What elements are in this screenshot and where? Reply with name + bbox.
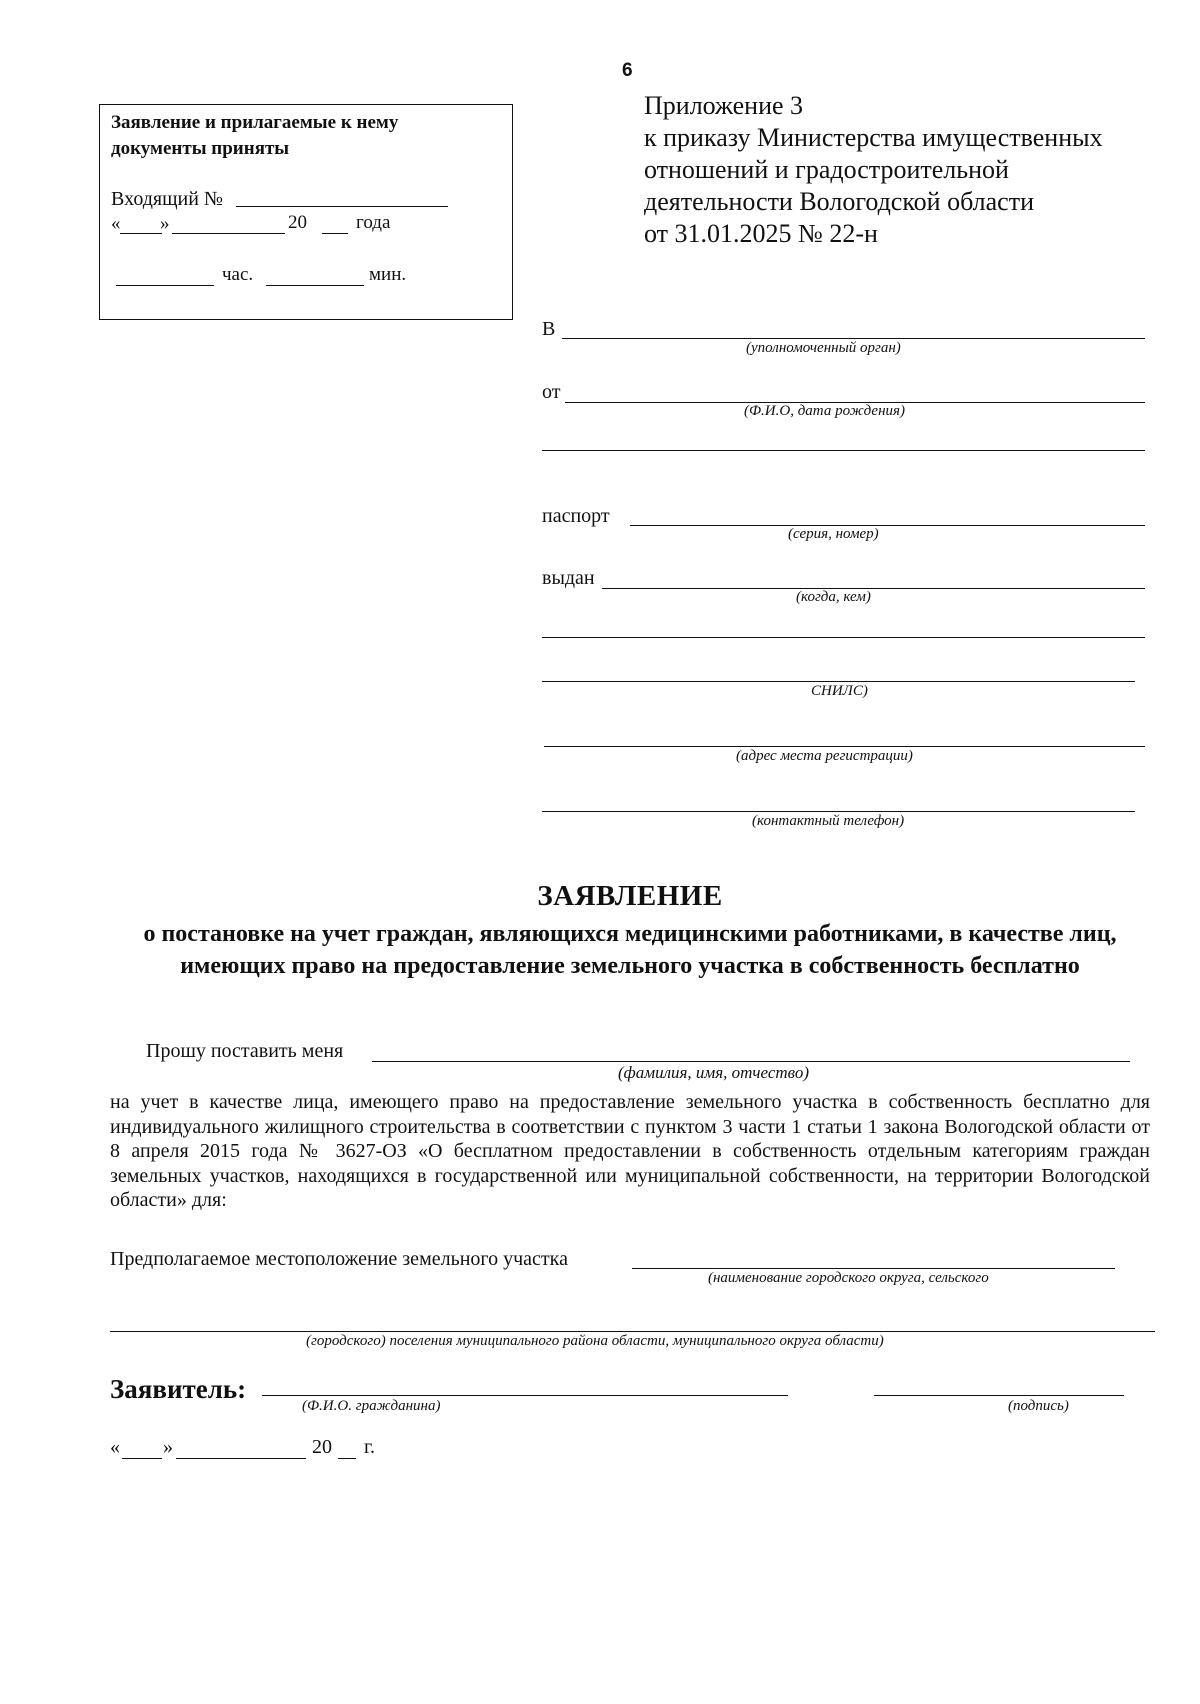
applicant-year-field[interactable] — [338, 1458, 356, 1459]
passport-label: паспорт — [542, 505, 610, 527]
from-label: от — [542, 381, 561, 403]
applicant-year-suffix: г. — [364, 1436, 375, 1458]
applicant-name-birth-caption: (Ф.И.О, дата рождения) — [744, 403, 905, 419]
stamp-date-row — [111, 213, 170, 235]
stamp-incoming-number-field[interactable] — [236, 206, 448, 207]
stamp-title: Заявление и прилагаемые к нему документы приняты — [111, 112, 399, 159]
contact-phone-field[interactable] — [542, 811, 1135, 812]
document-subtitle: о постановке на учет граждан, являющихся медицинскими работниками, в качестве лиц, имеющих право на предоставление земельного участка в собственность бесплатно — [143, 921, 1117, 979]
snils-field[interactable] — [542, 681, 1135, 682]
stamp-month-field[interactable] — [172, 233, 285, 234]
snils-caption: СНИЛС) — [811, 683, 868, 699]
applicant-day-field[interactable] — [122, 1458, 162, 1459]
stamp-date-open-quote: « — [111, 213, 121, 234]
applicant-month-field[interactable] — [176, 1458, 306, 1459]
request-name-field[interactable] — [372, 1061, 1130, 1062]
location-label: Предполагаемое местоположение земельного участка — [110, 1248, 568, 1270]
appendix-line-4: деятельности Вологодской области — [644, 187, 1034, 216]
applicant-date-close-quote: » — [163, 1436, 173, 1458]
request-name-caption: (фамилия, имя, отчество) — [618, 1063, 809, 1082]
issued-caption: (когда, кем) — [796, 589, 871, 605]
stamp-minutes-label: мин. — [369, 264, 407, 285]
applicant-label: Заявитель: — [110, 1374, 247, 1404]
issued-label: выдан — [542, 567, 595, 589]
location-field-2[interactable] — [110, 1331, 1155, 1332]
signature-field[interactable] — [874, 1395, 1124, 1396]
stamp-year-prefix: 20 — [288, 212, 307, 233]
stamp-day-field[interactable] — [120, 233, 162, 234]
applicant-year-prefix: 20 — [312, 1436, 332, 1458]
passport-field[interactable] — [630, 525, 1145, 526]
request-body: на учет в качестве лица, имеющего право на предоставление земельного участка в собственность бесплатно для индивидуального жилищного строительства в соответствии с пунктом 3 части 1 статьи 1 закона Вологодской области от 8 апреля 2015 года № 3627-ОЗ «О бесплатном предоставлении в собственность отдельным категориям граждан земельных участков, находящихся в государственной или муниципальной собственности, на территории Вологодской области» для: — [110, 1091, 1150, 1211]
registration-address-field[interactable] — [544, 746, 1145, 747]
stamp-incoming-label: Входящий № — [111, 188, 224, 210]
registration-address-caption: (адрес места регистрации) — [736, 748, 913, 764]
appendix-header — [644, 90, 1103, 250]
stamp-minutes-field[interactable] — [266, 285, 364, 286]
request-lead: Прошу поставить меня — [146, 1040, 344, 1062]
to-label: В — [542, 318, 556, 340]
stamp-hours-label: час. — [222, 264, 254, 285]
stamp-year-field[interactable] — [322, 233, 348, 234]
applicant-name-birth-field-2[interactable] — [542, 450, 1145, 451]
location-caption-2: (городского) поселения муниципального района области, муниципального округа области) — [306, 1333, 884, 1349]
document-title: ЗАЯВЛЕНИЕ — [537, 880, 723, 912]
signature-caption: (подпись) — [1008, 1398, 1069, 1414]
appendix-line-1: Приложение 3 — [644, 91, 804, 120]
location-field[interactable] — [632, 1268, 1115, 1269]
appendix-line-2: к приказу Министерства имущественных — [644, 123, 1103, 152]
authority-field[interactable] — [562, 338, 1145, 339]
appendix-line-3: отношений и градостроительной — [644, 155, 1009, 184]
page-number: 6 — [622, 60, 633, 81]
applicant-name-caption: (Ф.И.О. гражданина) — [302, 1398, 441, 1414]
appendix-line-5: от 31.01.2025 № 22-н — [644, 219, 878, 248]
passport-caption: (серия, номер) — [788, 526, 879, 542]
stamp-hours-field[interactable] — [116, 285, 214, 286]
issued-field[interactable] — [602, 588, 1145, 589]
applicant-date-open-quote: « — [110, 1436, 120, 1458]
authority-caption: (уполномоченный орган) — [746, 340, 901, 356]
issued-field-2[interactable] — [542, 637, 1145, 638]
applicant-name-field[interactable] — [262, 1395, 788, 1396]
location-caption-1: (наименование городского округа, сельского — [708, 1270, 989, 1286]
contact-phone-caption: (контактный телефон) — [752, 813, 905, 829]
stamp-date-close-quote: » — [160, 213, 170, 234]
stamp-year-suffix: года — [356, 212, 391, 233]
